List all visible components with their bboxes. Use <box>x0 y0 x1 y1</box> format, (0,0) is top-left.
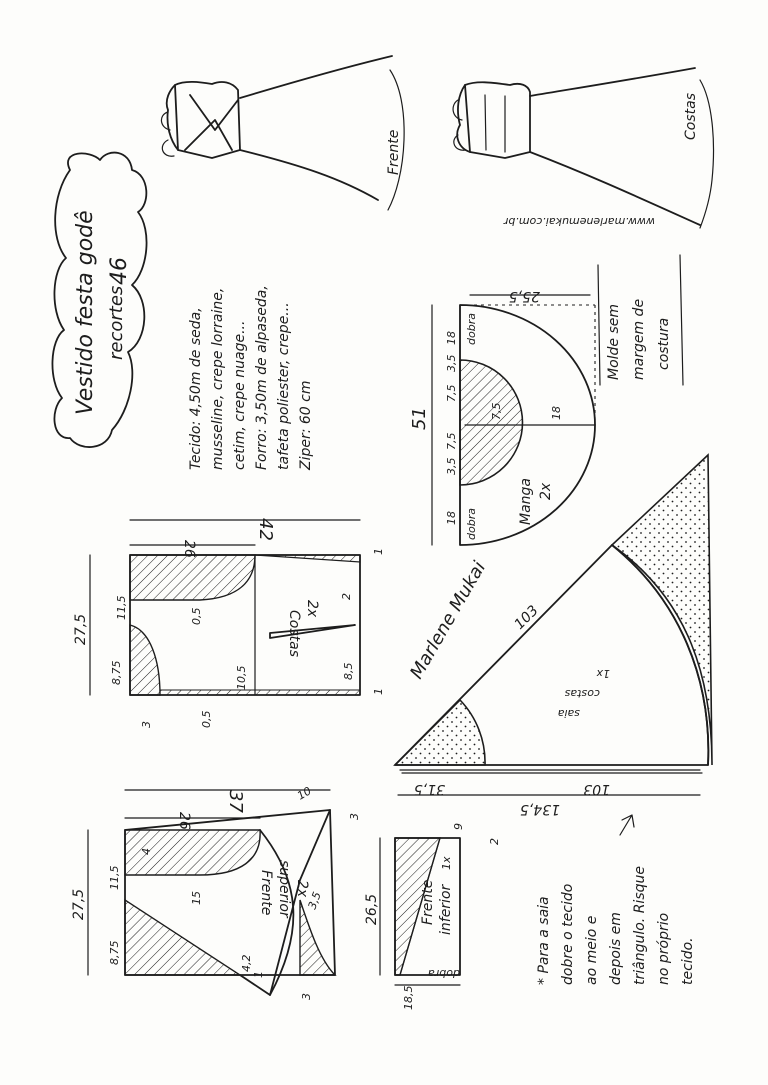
frente-inferior-height: 26,5 <box>364 893 380 925</box>
costas-label: Costas <box>286 610 302 657</box>
frente-inferior-qty: 1x <box>440 856 453 870</box>
frente-inferior-top: 9 <box>452 823 465 830</box>
manga-height-dim: 51 <box>409 407 430 430</box>
frente-tip: 3 <box>300 993 313 1000</box>
materials-line1: Tecido: 4,50m de seda, <box>188 307 204 470</box>
costas-dart-low: 8,5 <box>342 662 355 680</box>
skirt-note-line7: tecido. <box>680 937 696 985</box>
manga-offset-6: 18 <box>445 511 458 525</box>
manga-cap-dim: 7,5 <box>490 402 503 420</box>
manga-fold-top: dobra <box>465 313 478 345</box>
skirt-note-line5: triângulo. Risque <box>632 866 648 985</box>
frente-small: 1 <box>252 971 265 978</box>
costas-neck: 0,5 <box>190 607 203 625</box>
mold-note-line3: costura <box>656 317 672 370</box>
label-frente: Frente <box>386 129 402 175</box>
manga-fold-bottom: dobra <box>465 508 478 540</box>
costas-height: 27,5 <box>73 613 89 645</box>
skirt-note-line3: ao meio e <box>584 915 600 985</box>
materials-line3: cetim, crepe nuage... <box>232 320 248 470</box>
saia-piece-label: costas <box>564 687 600 700</box>
title-number: 46 <box>107 257 132 285</box>
manga-offset-2: 3,5 <box>445 354 458 372</box>
manga-offset-1: 18 <box>445 331 458 345</box>
frente-inferior-label2: inferior <box>438 884 454 935</box>
costas-seam-2: 1 <box>372 688 385 695</box>
frente-width-top: 26 <box>176 812 192 830</box>
dress-sketch-front <box>161 56 404 210</box>
materials-line4: Forro: 3,50m de alpaseda, <box>254 285 270 470</box>
costas-width-total: 42 <box>255 518 276 541</box>
frente-inferior-right: 2 <box>488 838 501 845</box>
manga-radius-dim: 18 <box>550 406 563 420</box>
title-line1: Vestido festa godê <box>73 210 98 415</box>
mold-note-line1: Molde sem <box>606 303 622 380</box>
skirt-note <box>620 815 634 835</box>
saia-qty: 1x <box>596 667 610 680</box>
manga-label: Manga <box>518 478 534 525</box>
frente-qty: 2x <box>294 880 310 898</box>
frente-lower: 8,75 <box>108 940 121 965</box>
frente-label1: Frente <box>258 870 274 916</box>
frente-neck: 15 <box>190 891 203 905</box>
costas-upper: 11,5 <box>115 595 128 620</box>
frente-inferior-fold: dobra <box>428 967 460 980</box>
title-cloud <box>52 153 146 447</box>
materials-list <box>188 285 314 471</box>
skirt-note-line1: * Para a saia <box>536 896 552 985</box>
skirt-note-line2: dobre o tecido <box>560 883 576 985</box>
costas-qty: 2x <box>304 600 320 618</box>
title-line2: recortes <box>106 285 127 360</box>
manga-width-dim: 25,5 <box>508 288 540 304</box>
dress-sketch-back <box>453 68 713 228</box>
costas-lower: 8,75 <box>110 660 123 685</box>
saia-label: saia <box>557 707 580 720</box>
materials-line2: musseline, crepe lorraine, <box>210 287 226 470</box>
frente-side: 3,5 <box>305 890 324 912</box>
manga-qty: 2x <box>538 482 554 500</box>
manga-offset-3: 7,5 <box>445 384 458 402</box>
frente-inferior-label1: Frente <box>420 879 436 925</box>
skirt-note-line6: no próprio <box>656 912 672 985</box>
saia-bottom-dim: 103 <box>583 781 610 797</box>
costas-width-top: 26 <box>181 540 197 558</box>
frente-low: 4,2 <box>240 954 253 972</box>
label-costas: Costas <box>683 93 699 140</box>
frente-upper: 11,5 <box>108 865 121 890</box>
saia-side-dim: 103 <box>511 602 542 633</box>
costas-dart: 2 <box>340 593 353 600</box>
signature: Marlene Mukai <box>406 557 491 683</box>
mold-note-line2: margem de <box>631 298 647 380</box>
frente-label2: superior <box>276 860 292 918</box>
frente-width-total: 37 <box>225 790 246 813</box>
costas-bottom-right: 0,5 <box>200 710 213 728</box>
costas-bottom-left: 3 <box>140 721 153 728</box>
website-text: www.marlenemukai.com.br <box>503 215 655 228</box>
materials-line6: Ziper: 60 cm <box>298 380 314 470</box>
frente-inferior-bottom: 18,5 <box>402 985 415 1010</box>
costas-seam: 1 <box>372 548 385 555</box>
materials-line5: tafeta poliester, crepe... <box>276 302 292 470</box>
frente-corner: 3 <box>348 813 361 820</box>
saia-small-dim: 31,5 <box>413 781 445 797</box>
frente-height: 27,5 <box>71 888 87 920</box>
costas-mid: 10,5 <box>235 665 248 690</box>
frente-mark: 4 <box>140 848 153 855</box>
manga-offset-5: 3,5 <box>445 457 458 475</box>
skirt-note-line4: depois em <box>608 912 624 985</box>
saia-total-dim: 134,5 <box>519 801 560 817</box>
frente-shoulder: 10 <box>295 784 314 803</box>
manga-offset-4: 7,5 <box>445 432 458 450</box>
